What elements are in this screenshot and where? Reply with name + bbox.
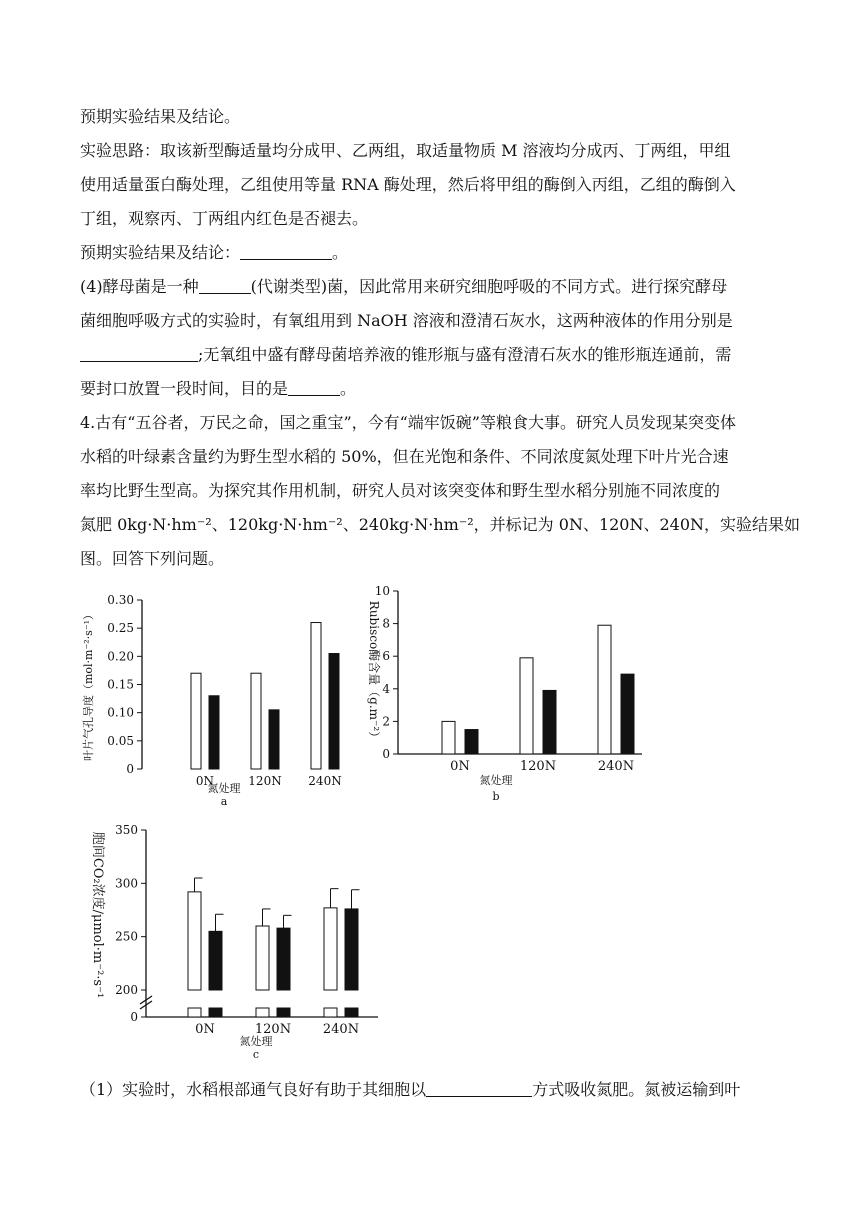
text-segment: 方式吸收氮肥。氮被运输到叶 [532, 1080, 741, 1099]
text-segment: 要封口放置一段时间，目的是 [80, 379, 289, 398]
bar-segment [256, 1008, 269, 1017]
answer-blank[interactable] [240, 243, 332, 260]
x-axis-label: 氮处理 [239, 1035, 273, 1048]
y-axis-label: 胞间CO₂浓度/μmol·m⁻²·s⁻¹ [90, 831, 105, 999]
bar [345, 909, 358, 990]
chart-c [78, 820, 398, 1075]
y-tick-label: 300 [115, 876, 138, 891]
bar [442, 721, 455, 754]
category-label: 240N [308, 774, 342, 788]
bar [543, 690, 556, 754]
bar-segment [345, 1008, 358, 1017]
panel-label: a [220, 795, 228, 808]
text-line: 水稻的叶绿素含量约为野生型水稻的 50%，但在光饱和条件、不同浓度氮处理下叶片光合速 [80, 447, 729, 466]
y-tick-label: 2 [382, 714, 390, 729]
answer-blank[interactable] [426, 1080, 532, 1097]
bar-segment [209, 1008, 222, 1017]
text-line: 实验思路：取该新型酶适量均分成甲、乙两组，取适量物质 M 溶液均分成丙、丁两组，甲组 [80, 141, 731, 160]
text-segment: (4)酵母菌是一种 [80, 277, 199, 296]
bar [256, 926, 269, 990]
bar [269, 710, 279, 769]
y-tick-label: 10 [374, 584, 390, 598]
y-tick-label: 0 [126, 762, 134, 776]
y-tick-label: 0.05 [107, 733, 134, 748]
text-line: 丁组，观察丙、丁两组内红色是否褪去。 [80, 209, 369, 228]
text-line [80, 243, 348, 263]
bar-segment [324, 1008, 337, 1017]
bar [251, 673, 261, 769]
text-segment: 。 [332, 243, 349, 262]
y-tick-label: 4 [382, 681, 390, 696]
bar [598, 625, 611, 754]
text-line: 率均比野生型高。为探究其作用机制，研究人员对该突变体和野生型水稻分别施不同浓度的 [80, 481, 721, 500]
text-segment: （1）实验时，水稻根部通气良好有助于其细胞以 [80, 1080, 427, 1099]
category-label: 0N [195, 774, 215, 788]
bar-segment [188, 1008, 201, 1017]
x-axis-label: 氮处理 [479, 774, 513, 787]
x-axis-label: 氮处理 [207, 782, 241, 795]
y-tick-label: 6 [382, 649, 390, 664]
chart-a [78, 585, 363, 815]
category-label: 120N [248, 774, 282, 788]
panel-label: c [252, 1048, 260, 1061]
text-line [80, 1080, 740, 1100]
y-tick-label: 0.10 [107, 705, 134, 720]
y-tick-label: 200 [115, 983, 138, 997]
bar [311, 623, 321, 769]
bar [191, 673, 201, 769]
category-label: 240N [597, 759, 635, 774]
y-tick-label: 0.30 [107, 593, 134, 607]
category-label: 0N [450, 759, 470, 774]
text-segment: ;无氧组中盛有酵母菌培养液的锥形瓶与盛有澄清石灰水的锥形瓶连通前，需 [198, 345, 732, 364]
y-tick-label: 350 [115, 823, 138, 837]
y-tick-label: 0 [130, 1010, 138, 1024]
text-line: 预期实验结果及结论。 [80, 107, 241, 126]
y-axis-label: 叶片气孔导度（mol·m⁻²·s⁻¹） [82, 608, 95, 762]
category-label: 0N [195, 1022, 215, 1037]
panel-label: b [492, 790, 500, 803]
bar [520, 658, 533, 754]
text-line [80, 277, 727, 297]
text-line: 氮肥 0kg·N·hm⁻²、120kg·N·hm⁻²、240kg·N·hm⁻²，并标记为 0N、120N、240N，实验结果如 [80, 515, 801, 534]
answer-blank[interactable] [199, 277, 251, 294]
y-axis-label: Rubisco酶含量（g.m⁻²） [367, 600, 381, 744]
bar [209, 931, 222, 990]
text-line: 菌细胞呼吸方式的实验时，有氧组用到 NaOH 溶液和澄清石灰水，这两种液体的作用分别是 [80, 311, 733, 330]
y-tick-label: 0 [382, 747, 390, 761]
text-segment: 。 [340, 379, 357, 398]
text-line: 4.古有“五谷者，万民之命，国之重宝”，今有“端牢饭碗”等粮食大事。研究人员发现某突变体 [80, 413, 736, 432]
text-segment: 预期实验结果及结论： [80, 243, 241, 262]
category-label: 240N [322, 1022, 360, 1037]
bar [188, 892, 201, 990]
bar-segment [277, 1008, 290, 1017]
y-tick-label: 250 [115, 929, 138, 944]
text-line [80, 345, 731, 365]
answer-blank[interactable] [80, 345, 198, 362]
chart-b [356, 580, 656, 810]
y-tick-label: 0.20 [107, 649, 134, 664]
text-line: 图。回答下列问题。 [80, 549, 225, 568]
text-line: 使用适量蛋白酶处理，乙组使用等量 RNA 酶处理，然后将甲组的酶倒入丙组，乙组的酶倒入 [80, 175, 736, 194]
text-segment: (代谢类型)菌，因此常用来研究细胞呼吸的不同方式。进行探究酵母 [250, 277, 728, 296]
bar [329, 654, 339, 769]
bar [621, 674, 634, 754]
category-label: 120N [519, 759, 557, 774]
y-tick-label: 8 [382, 616, 390, 631]
y-tick-label: 0.25 [107, 621, 134, 636]
answer-blank[interactable] [288, 379, 340, 396]
bar [465, 730, 478, 754]
bar [324, 908, 337, 990]
bar [209, 696, 219, 769]
bar [277, 928, 290, 990]
text-line [80, 379, 356, 399]
category-label: 120N [254, 1022, 292, 1037]
y-tick-label: 0.15 [107, 677, 134, 692]
